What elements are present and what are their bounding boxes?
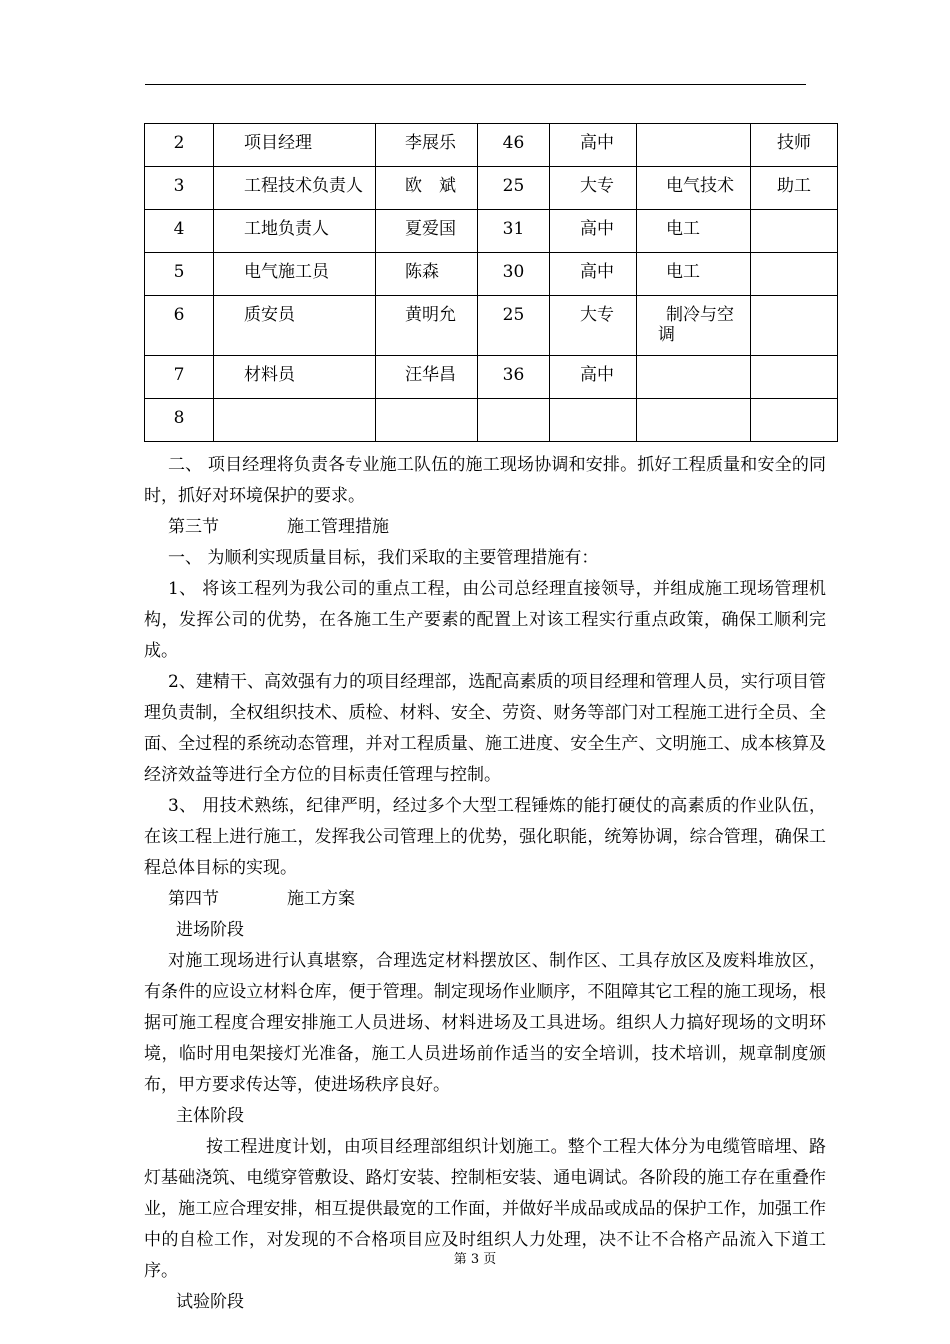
- table-row: [145, 253, 838, 296]
- section-3-title: 施工管理措施: [287, 517, 389, 537]
- cell-edu: 大专: [580, 176, 614, 196]
- cell-edu: [550, 399, 636, 408]
- cell-age: [478, 399, 549, 408]
- table-row: [145, 296, 838, 356]
- cell-role: 材料员: [244, 365, 295, 385]
- cell-title: [751, 253, 837, 262]
- cell-role: 电气施工员: [244, 262, 329, 282]
- header-rule: [145, 84, 806, 85]
- table-row: [145, 356, 838, 399]
- cell-title: [751, 296, 837, 305]
- section-4-heading: [144, 884, 826, 915]
- cell-title: [751, 399, 837, 408]
- table-row: [145, 210, 838, 253]
- cell-role: 工程技术负责人: [244, 176, 363, 196]
- cell-no: 6: [173, 305, 185, 325]
- stage-test-heading: 试验阶段: [176, 1292, 244, 1312]
- cell-age: 36: [502, 365, 525, 385]
- cell-edu: 高中: [580, 219, 614, 239]
- cell-edu: 大专: [580, 305, 614, 325]
- cell-name: 欧 斌: [405, 176, 456, 196]
- table-row: [145, 167, 838, 210]
- cell-role: 项目经理: [244, 133, 312, 153]
- cell-role: 质安员: [244, 305, 295, 325]
- stage-entry-heading: 进场阶段: [176, 920, 244, 940]
- cell-title: 技师: [777, 133, 811, 153]
- stage-main-heading: 主体阶段: [176, 1106, 244, 1126]
- cell-edu: 高中: [580, 133, 614, 153]
- cell-role: [214, 399, 375, 408]
- cell-age: 25: [502, 305, 525, 325]
- paragraph-stage-entry: 对施工现场进行认真堪察，合理选定材料摆放区、制作区、工具存放区及废料堆放区，有条件的应设立材料仓库，便于管理。制定现场作业顺序，不阻障其它工程的施工现场，根据可施工程度合理安排施工人员进场、材料进场及工具进场。组织人力搞好现场的文明环境，临时用电架接灯光准备，施工人员进场前作适当的安全培训，技术培训，规章制度颁布，甲方要求传达等，使进场秩序良好。: [144, 951, 826, 1095]
- cell-name: 李展乐: [405, 133, 456, 153]
- cell-no: 4: [173, 219, 185, 239]
- cell-no: 2: [173, 133, 185, 153]
- cell-major: [637, 124, 750, 133]
- cell-title: [751, 356, 837, 365]
- cell-major: 电气技术: [666, 176, 734, 196]
- cell-major: 电工: [666, 219, 700, 239]
- cell-major: [637, 399, 750, 408]
- cell-major: [637, 296, 750, 345]
- cell-name: 陈森: [405, 262, 439, 282]
- section-3-heading: [144, 512, 826, 543]
- cell-edu: 高中: [580, 262, 614, 282]
- cell-no: 5: [173, 262, 185, 282]
- cell-major: [637, 356, 750, 365]
- cell-no: 3: [173, 176, 185, 196]
- paragraph-item-3: 3、 用技术熟练，纪律严明，经过多个大型工程锤炼的能打硬仗的高素质的作业队伍，在该工程上进行施工，发挥我公司管理上的优势，强化职能，统筹协调，综合管理，确保工程总体目标的实现。: [144, 796, 826, 878]
- paragraph-one: 一、 为顺利实现质量目标，我们采取的主要管理措施有：: [168, 548, 599, 568]
- cell-name: 夏爱国: [405, 219, 456, 239]
- cell-title: 助工: [777, 176, 811, 196]
- document-body: [144, 450, 826, 1318]
- cell-no: 7: [173, 365, 185, 385]
- staff-table: [144, 123, 838, 442]
- cell-no: 8: [173, 408, 185, 428]
- section-4-title: 施工方案: [287, 889, 355, 909]
- section-4-number: 第四节: [168, 889, 219, 909]
- paragraph-stage-main: 按工程进度计划，由项目经理部组织计划施工。整个工程大体分为电缆管暗埋、路灯基础浇筑、电缆穿管敷设、路灯安装、控制柜安装、通电调试。各阶段的施工存在重叠作业，施工应合理安排，相互提供最宽的工作面，并做好半成品或成品的保护工作，加强工作中的自检工作，对发现的不合格项目应及时组织人力处理，决不让不合格产品流入下道工序。: [144, 1137, 826, 1281]
- cell-age: 31: [502, 219, 525, 239]
- cell-major-line1: 制冷与空: [666, 305, 734, 325]
- table-row: [145, 124, 838, 167]
- paragraph-item-1: 1、 将该工程列为我公司的重点工程，由公司总经理直接领导，并组成施工现场管理机构，发挥公司的优势，在各施工生产要素的配置上对该工程实行重点政策，确保工顺利完成。: [144, 579, 826, 661]
- paragraph-two: 二、 项目经理将负责各专业施工队伍的施工现场协调和安排。抓好工程质量和安全的同时，抓好对环境保护的要求。: [144, 455, 826, 506]
- cell-role: 工地负责人: [244, 219, 329, 239]
- cell-age: 30: [502, 262, 525, 282]
- cell-name: [376, 399, 477, 408]
- cell-age: 25: [502, 176, 525, 196]
- cell-major: 电工: [666, 262, 700, 282]
- section-3-number: 第三节: [168, 517, 219, 537]
- cell-name: 汪华昌: [405, 365, 456, 385]
- table-row: [145, 399, 838, 442]
- cell-major-line2: 调: [658, 325, 675, 345]
- cell-name: 黄明允: [405, 305, 456, 325]
- page-number: 第 3 页: [453, 1252, 497, 1267]
- cell-title: [751, 210, 837, 219]
- cell-age: 46: [502, 133, 525, 153]
- cell-edu: 高中: [580, 365, 614, 385]
- paragraph-item-2: 2、建精干、高效强有力的项目经理部，选配高素质的项目经理和管理人员，实行项目管理负责制，全权组织技术、质检、材料、安全、劳资、财务等部门对工程施工进行全员、全面、全过程的系统动态管理，并对工程质量、施工进度、安全生产、文明施工、成本核算及经济效益等进行全方位的目标责任管理与控制。: [144, 672, 826, 785]
